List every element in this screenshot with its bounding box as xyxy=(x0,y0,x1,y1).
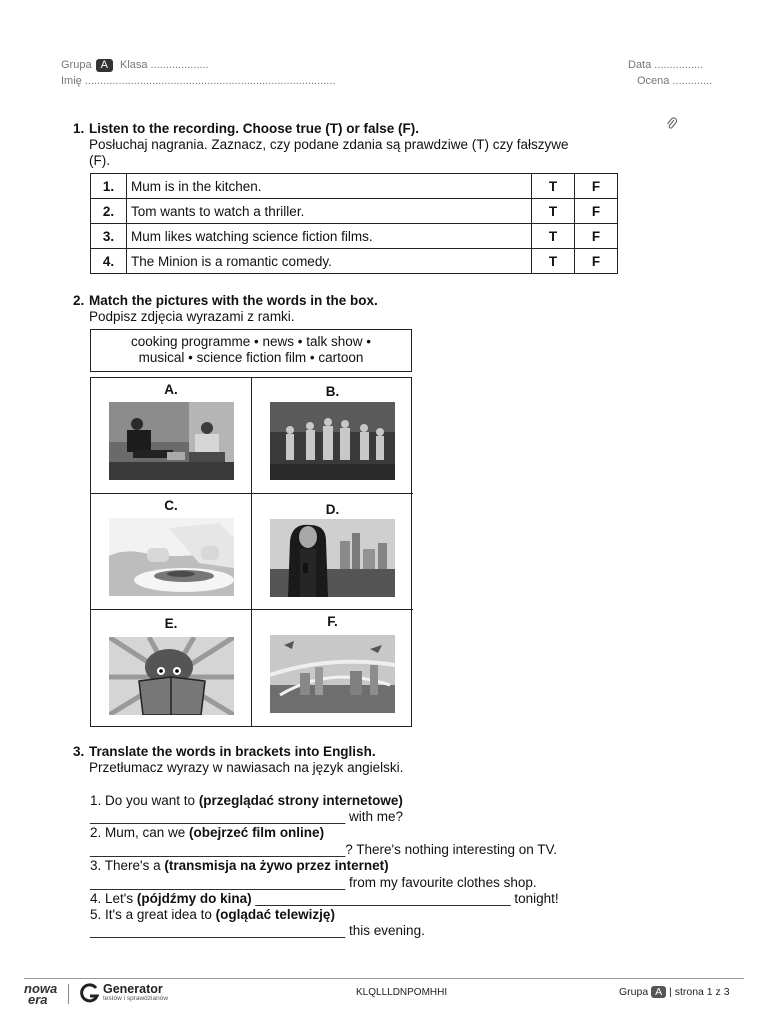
word-box-line1: cooking programme • news • talk show • xyxy=(130,334,372,349)
generator-title: Generator xyxy=(103,982,163,996)
logo-text-1: nowa xyxy=(24,981,58,996)
generator-g-icon xyxy=(78,982,100,1004)
true-option[interactable]: T xyxy=(532,199,575,224)
true-false-table xyxy=(90,173,618,274)
cartoon-image xyxy=(109,637,234,715)
sentence-3 xyxy=(90,858,389,873)
news-image xyxy=(270,519,395,597)
word-box xyxy=(90,329,412,372)
task3-subtitle: Przetłumacz wyrazy w nawiasach na język angielski. xyxy=(89,760,404,775)
test-code: KLQLLLDNPOMHHI xyxy=(356,987,448,998)
picture-cell-e xyxy=(91,610,252,726)
musical-image xyxy=(270,402,395,480)
task3-title xyxy=(73,744,376,759)
task2-title xyxy=(73,293,378,308)
picture-cell-d xyxy=(252,494,413,610)
cooking-programme-image xyxy=(109,518,234,596)
class-field: Klasa ................... xyxy=(119,59,209,71)
answer-line-3[interactable]: __________________________________ from my favourite clothes shop. xyxy=(90,875,537,890)
sentence-1 xyxy=(90,793,403,808)
row-number: 4. xyxy=(91,249,127,274)
logo-text-2: era xyxy=(28,992,48,1007)
row-number: 2. xyxy=(91,199,127,224)
answer-line-2[interactable]: __________________________________? There's nothing interesting on TV. xyxy=(90,842,557,857)
generator-subtitle: testów i sprawdzianów xyxy=(103,995,169,1002)
row-statement: Mum likes watching science fiction films. xyxy=(127,224,532,249)
grade-field: Ocena ............. xyxy=(637,75,713,87)
table-row xyxy=(91,249,618,274)
paperclip-icon[interactable] xyxy=(666,117,678,131)
footer-group-badge: A xyxy=(651,986,666,998)
picture-label: C. xyxy=(164,498,178,513)
task2-number: 2. xyxy=(73,293,85,308)
row-statement: Tom wants to watch a thriller. xyxy=(127,199,532,224)
sentence-prompt: (przeglądać strony internetowe) xyxy=(198,793,403,808)
row-number: 3. xyxy=(91,224,127,249)
sentence-4 xyxy=(90,891,559,906)
task1-title xyxy=(73,121,419,136)
group-label: Grupa xyxy=(61,59,92,71)
page-info xyxy=(619,986,730,998)
name-field: Imię .................................................................................. xyxy=(61,75,336,87)
task1-subtitle-line2: (F). xyxy=(89,153,110,168)
task3-title-text: Translate the words in brackets into English. xyxy=(89,744,376,759)
sentence-text: 3. There's a xyxy=(90,858,165,873)
answer-line-5[interactable]: __________________________________ this evening. xyxy=(90,923,425,938)
false-option[interactable]: F xyxy=(575,249,618,274)
answer-line-4[interactable]: __________________________________ tonight! xyxy=(251,891,559,906)
task1-subtitle xyxy=(89,137,568,169)
talk-show-image xyxy=(109,402,234,480)
false-option[interactable]: F xyxy=(575,224,618,249)
picture-label: A. xyxy=(164,382,178,397)
true-option[interactable]: T xyxy=(532,174,575,199)
row-number: 1. xyxy=(91,174,127,199)
sentence-prompt: (transmisja na żywo przez internet) xyxy=(164,858,389,873)
table-row xyxy=(91,224,618,249)
task1-subtitle-line1: Posłuchaj nagrania. Zaznacz, czy podane zdania są prawdziwe (T) czy fałszywe xyxy=(89,137,569,152)
task1-title-text: Listen to the recording. Choose true (T) or false (F). xyxy=(89,121,420,136)
task2-subtitle: Podpisz zdjęcia wyrazami z ramki. xyxy=(89,309,295,324)
sentence-text: 2. Mum, can we xyxy=(90,825,190,840)
footer-divider xyxy=(24,978,744,979)
sentence-2 xyxy=(90,825,324,840)
picture-label: F. xyxy=(327,614,338,629)
task3-number: 3. xyxy=(73,744,85,759)
picture-cell-f xyxy=(252,610,413,726)
row-statement: Mum is in the kitchen. xyxy=(127,174,532,199)
true-option[interactable]: T xyxy=(532,249,575,274)
word-box-line2: musical • science fiction film • cartoon xyxy=(138,350,364,365)
false-option[interactable]: F xyxy=(575,199,618,224)
true-option[interactable]: T xyxy=(532,224,575,249)
picture-cell-a xyxy=(91,378,252,494)
task1-number: 1. xyxy=(73,121,85,136)
sentence-text: 4. Let's xyxy=(90,891,137,906)
picture-label: E. xyxy=(164,616,178,631)
logo-separator xyxy=(68,984,69,1004)
answer-line-1[interactable]: __________________________________ with me? xyxy=(90,809,404,824)
sentence-text: 5. It's a great idea to xyxy=(90,907,216,922)
group-field xyxy=(61,59,209,72)
nowa-era-logo xyxy=(24,983,57,1005)
date-field: Data ................ xyxy=(628,59,704,71)
sentence-prompt: (obejrzeć film online) xyxy=(189,825,325,840)
footer-group-label: Grupa xyxy=(619,986,649,998)
science-fiction-image xyxy=(270,635,395,713)
picture-cell-b xyxy=(252,378,413,494)
group-badge: A xyxy=(96,59,113,72)
false-option[interactable]: F xyxy=(575,174,618,199)
sentence-text: 1. Do you want to xyxy=(90,793,199,808)
sentence-prompt: (pójdźmy do kina) xyxy=(136,891,252,906)
picture-grid xyxy=(90,377,412,727)
sentence-prompt: (oglądać telewizję) xyxy=(215,907,335,922)
sentence-5 xyxy=(90,907,335,922)
picture-label: D. xyxy=(325,502,340,517)
page-number: | strona 1 z 3 xyxy=(669,986,730,998)
table-row xyxy=(91,199,618,224)
task2-title-text: Match the pictures with the words in the box. xyxy=(89,293,378,308)
picture-label: B. xyxy=(325,384,340,399)
table-row xyxy=(91,174,618,199)
row-statement: The Minion is a romantic comedy. xyxy=(127,249,532,274)
picture-cell-c xyxy=(91,494,252,610)
